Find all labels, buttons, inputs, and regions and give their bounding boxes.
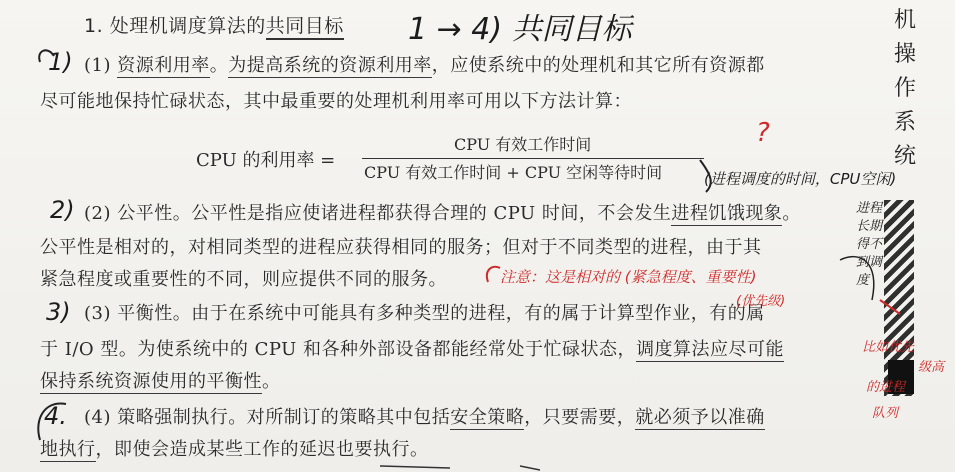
handwritten-question-mark: ? xyxy=(756,118,770,148)
heading-underlined-text: 共同目标 xyxy=(266,15,344,40)
p4-underlined-2: 就必须予以准确 xyxy=(635,407,765,428)
sidebar-char: 机 xyxy=(893,8,916,33)
sidebar-book-title xyxy=(888,4,922,174)
mark-bottom-strokes xyxy=(380,466,540,470)
sidebar-char: 统 xyxy=(893,144,916,169)
section-heading xyxy=(84,12,344,40)
sidebar-char: 系 xyxy=(893,110,916,135)
p4-line1 xyxy=(84,404,765,432)
handwritten-red-note-2: (优先级) xyxy=(736,294,786,309)
p1-underlined: 为提高系统的资源利用率 xyxy=(228,55,432,76)
p3-line1: (3) 平衡性。由于在系统中可能具有多种类型的进程，有的属于计算型作业，有的属 xyxy=(84,303,765,324)
formula-lhs: CPU 的利用率 = xyxy=(196,150,336,171)
p4-underlined-1: 安全策略 xyxy=(450,407,525,428)
p3-tail: 。 xyxy=(262,371,281,392)
p3-line3 xyxy=(40,368,281,396)
p4-underlined-3: 地执行 xyxy=(40,439,96,460)
heading-text: 处理机调度算法的 xyxy=(109,15,266,37)
p1-term: 资源利用率 xyxy=(117,55,210,76)
p1-label: (1) xyxy=(84,55,111,76)
p2-label: (2) xyxy=(84,203,111,224)
formula-fraction-bar xyxy=(362,158,704,159)
p1-line2: 尽可能地保持忙碌状态，其中最重要的处理机利用率可用以下方法计算： xyxy=(40,91,632,112)
handwritten-number-1: 1) xyxy=(48,48,73,76)
handwritten-right-red-3: 的进程 xyxy=(866,380,906,395)
cpu-utilization-formula xyxy=(196,132,716,188)
p2-line2: 公平性是相对的，对相同类型的进程应获得相同的服务；但对于不同类型的进程，由于其 xyxy=(40,237,762,258)
handwritten-red-note: 注意：这是相对的 (紧急程度、重要性) xyxy=(500,268,757,286)
sidebar-char: 作 xyxy=(893,76,916,101)
p3-underlined-2: 保持系统资源使用的平衡性 xyxy=(40,371,262,392)
p4-label: (4) xyxy=(84,407,111,428)
p4-line2 xyxy=(40,436,429,464)
handwritten-number-4: 4. xyxy=(44,402,67,430)
p1-rest: ，应使系统中的处理机和其它所有资源都 xyxy=(431,55,765,76)
p4-text-before: 策略强制执行。对所制订的策略其中包括 xyxy=(117,407,451,428)
handwritten-number-2: 2) xyxy=(50,196,75,224)
handwritten-right-red-2: 级高 xyxy=(918,360,945,375)
p2-line3: 紧急程度或重要性的不同，则应提供不同的服务。 xyxy=(40,269,447,290)
p2-underlined: 进程饥饿现象 xyxy=(671,203,783,224)
p2-tail: 。 xyxy=(782,203,801,224)
handwritten-right-red-1: 比如优先 xyxy=(862,340,915,355)
p2-text: 公平性。公平性是指应使诸进程都获得合理的 CPU 时间，不会发生 xyxy=(117,203,672,224)
formula-denominator: CPU 有效工作时间 + CPU 空闲等待时间 xyxy=(364,163,663,182)
p1-dot: 。 xyxy=(209,55,229,76)
handwritten-top-note: 1 → 4) 共同目标 xyxy=(408,12,632,47)
p2-line1 xyxy=(84,200,801,228)
heading-number: 1. xyxy=(84,15,104,37)
p3-underlined: 调度算法应尽可能 xyxy=(636,339,785,360)
handwritten-p2-right-note: 进程长期得不到调度 xyxy=(856,201,883,288)
p4-text-mid: ，只要需要， xyxy=(524,407,636,428)
formula-numerator: CPU 有效工作时间 xyxy=(454,135,592,154)
p3-text: 于 I/O 型。为使系统中的 CPU 和各种外部设备都能经常处于忙碌状态， xyxy=(40,339,637,360)
p4-rest: ，即使会造成某些工作的延迟也要执行。 xyxy=(95,439,429,460)
p3-line2 xyxy=(40,336,784,364)
sidebar-char: 操 xyxy=(893,42,916,67)
handwritten-right-red-4: 队列 xyxy=(872,406,899,421)
handwritten-number-3: 3) xyxy=(46,298,71,326)
p1-line1 xyxy=(84,52,765,80)
mark-red-bracket xyxy=(487,267,500,282)
handwritten-formula-note: (进程调度的时间，CPU空闲) xyxy=(704,170,897,188)
